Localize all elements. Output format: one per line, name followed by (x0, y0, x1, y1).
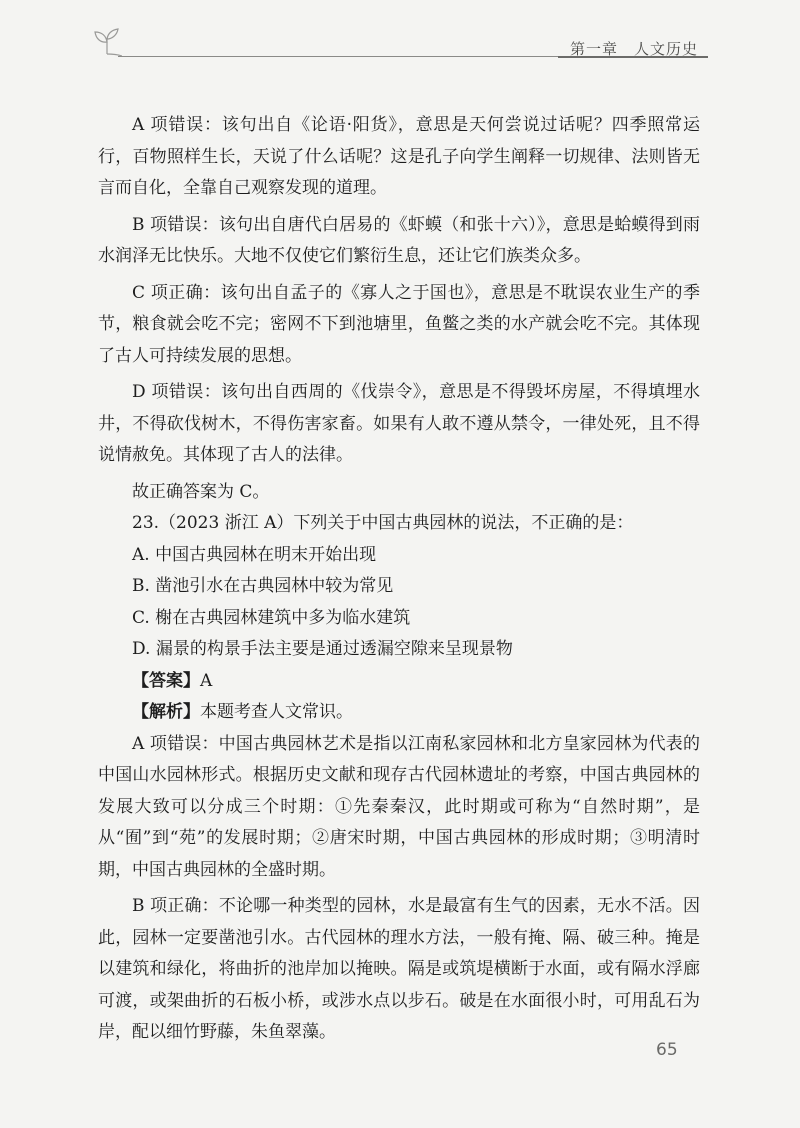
analysis-line (98, 697, 700, 729)
answer-line (98, 666, 700, 698)
explanation-paragraph: A 项错误：中国古典园林艺术是指以江南私家园林和北方皇家园林为代表的中国山水园林形式。根据历史文献和现存古代园林遗址的考察，中国古典园林的发展大致可以分成三个时期：①先秦秦汉，此时期或可称为“自然时期”，是从“囿”到“苑”的发展时期；②唐宋时期，中国古典园林的形成时期；③明清时期，中国古典园林的全盛时期。 (98, 733, 700, 880)
paragraph: D 项错误：该句出自西周的《伐崇令》，意思是不得毁坏房屋，不得填埋水井，不得砍伐树木，不得伤害家畜。如果有人敢不遵从禁令，一律处死，且不得说情赦免。其体现了古人的法律。 (98, 382, 700, 465)
paragraph: 故正确答案为 C。 (132, 481, 270, 502)
header-rule (118, 56, 558, 57)
analysis-value: 本题考查人文常识。 (200, 702, 353, 722)
question-option: C. 榭在古典园林建筑中多为临水建筑 (132, 607, 411, 628)
page-body (98, 110, 700, 1054)
page-number: 65 (656, 1040, 678, 1060)
question-option: D. 漏景的构景手法主要是通过透漏空隙来呈现景物 (132, 639, 513, 659)
paragraph: C 项正确：该句出自孟子的《寡人之于国也》，意思是不耽误农业生产的季节，粮食就会吃不完；密网不下到池塘里，鱼鳖之类的水产就会吃不完。其体现了古人可持续发展的思想。 (98, 282, 700, 366)
chapter-title: 第一章 人文历史 (570, 40, 699, 58)
paragraph: A 项错误：该句出自《论语·阳货》，意思是天何尝说过话呢？四季照常运行，百物照样生长，天说了什么话呢？这是孔子向学生阐释一切规律、法则皆无言而自化，全靠自己观察发现的道理。 (98, 115, 700, 198)
analysis-label: 【解析】 (132, 702, 200, 722)
sprout-leaf-icon (92, 28, 122, 56)
explanation-paragraph: B 项正确：不论哪一种类型的园林，水是最富有生气的因素，无水不活。因此，园林一定要凿池引水。古代园林的理水方法，一般有掩、隔、破三种。掩是以建筑和绿化，将曲折的池岸加以掩映。隔是或筑堤横断于水面，或有隔水浮廊可渡，或架曲折的石板小桥，或涉水点以步石。破是在水面很小时，可用乱石为岸，配以细竹野藤，朱鱼翠藻。 (98, 896, 700, 1042)
page-header (0, 0, 800, 80)
answer-value: A (200, 670, 213, 691)
question-option: A. 中国古典园林在明末开始出现 (132, 544, 377, 565)
answer-label: 【答案】 (132, 670, 200, 691)
question-option: B. 凿池引水在古典园林中较为常见 (132, 576, 394, 596)
paragraph: B 项错误：该句出自唐代白居易的《虾蟆（和张十六）》，意思是蛤蟆得到雨水润泽无比快乐。大地不仅使它们繁衍生息，还让它们族类众多。 (98, 214, 700, 266)
question-stem: 23.（2023 浙江 A）下列关于中国古典园林的说法，不正确的是： (132, 513, 634, 533)
